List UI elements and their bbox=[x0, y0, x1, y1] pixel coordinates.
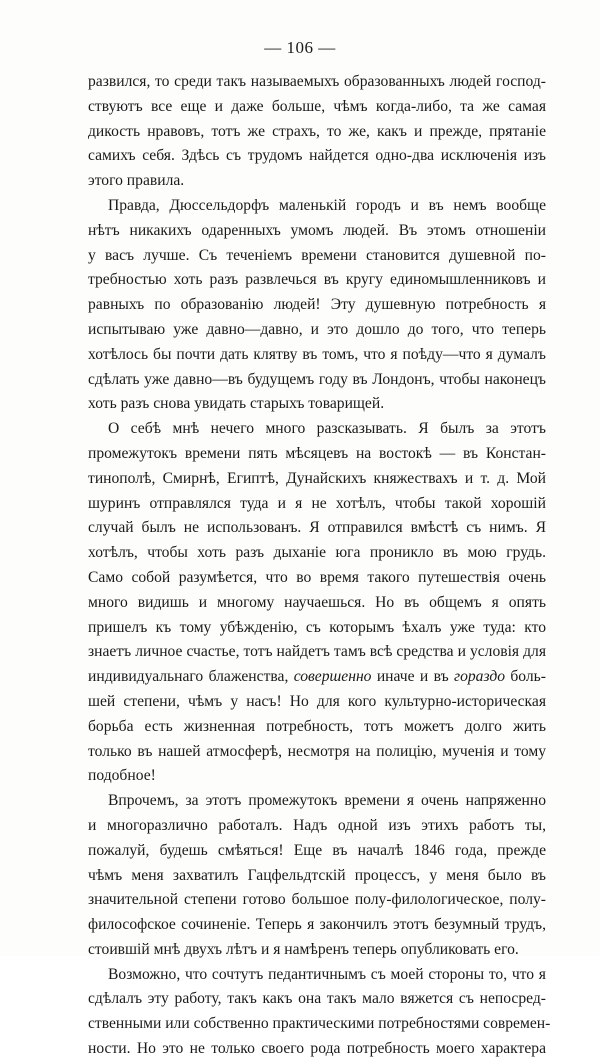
text-line: развился, то среди такъ называемыхъ образованныхъ людей господ- bbox=[88, 73, 546, 90]
text-line: много видишь и многому научаешься. Но въ общемъ я опять bbox=[88, 593, 546, 611]
text-line: у васъ лучше. Съ теченiемъ времени становится душевной по- bbox=[88, 246, 546, 264]
text-line: борьба есть жизненная потребность, тотъ можетъ долго жить bbox=[88, 717, 546, 735]
text-line: философское сочиненiе. Теперь я закончилъ этотъ безумный трудъ, bbox=[88, 916, 546, 934]
paragraph-5 bbox=[88, 963, 551, 1062]
text-line: равныхъ по образованiю людей! Эту душевную потребность я bbox=[88, 296, 546, 314]
page-number: — 106 — bbox=[264, 38, 336, 57]
text-line: только въ нашей атмосферѣ, несмотря на полицiю, мученiя и тому bbox=[88, 742, 546, 760]
emphasized-word: гораздо bbox=[453, 668, 506, 686]
text-line: хоть разъ снова увидать старыхъ товарищей. bbox=[88, 395, 385, 413]
paragraph-4 bbox=[88, 789, 546, 963]
text-line: Впрочемъ, за этотъ промежутокъ времени я очень напряженно bbox=[108, 792, 546, 810]
text-line: О себѣ мнѣ нечего много разсказывать. Я былъ за этотъ bbox=[108, 420, 546, 438]
text-line: хотѣлъ, чтобы хоть разъ дыханiе юга проникло въ мою грудь. bbox=[88, 544, 546, 562]
text-line: нѣтъ никакихъ одаренныхъ умомъ людей. Въ этомъ отношенiи bbox=[88, 221, 546, 239]
text-line: знаетъ личное счастье, тотъ найдетъ тамъ всѣ средства и условiя для bbox=[88, 643, 546, 661]
text-line: Правда, Дюссельдорфъ маленькiй городъ и въ немъ вообще bbox=[108, 196, 546, 214]
text-line: сдѣлать уже давно—въ будущемъ году въ Лондонъ, чтобы наконецъ bbox=[88, 370, 546, 388]
text-line: значительной степени готово большое полу-филологическое, полу- bbox=[88, 891, 546, 909]
text-line: самихъ себя. Здѣсь съ трудомъ найдется одно-два исключенiя изъ bbox=[88, 147, 546, 165]
text-line: пришелъ къ тому убѣжденiю, съ которымъ ѣхалъ уже туда: кто bbox=[88, 618, 546, 636]
text-line: этого правила. bbox=[88, 172, 185, 190]
text-line: шей степени, чѣмъ у насъ! Но для кого культурно-историческая bbox=[88, 692, 546, 710]
text-line: Возможно, что сочтутъ педантичнымъ съ моей стороны то, что я bbox=[108, 965, 546, 983]
text-line: и многоразлично работалъ. Надъ одной изъ этихъ работъ ты, bbox=[88, 816, 546, 834]
text-body bbox=[88, 70, 551, 1062]
text-line: хотѣлось бы почти дать клятву въ томъ, что я поѣду—что я думалъ bbox=[88, 345, 546, 363]
text-line: ствуютъ все еще и даже больше, чѣмъ когда-либо, та же самая bbox=[88, 97, 546, 115]
text-line: требностью хоть разъ развлечься въ кругу единомышленниковъ и bbox=[88, 271, 546, 289]
text-line: ственными или собственно практическими потребностями современ- bbox=[88, 1015, 551, 1033]
text-line: случай былъ не использованъ. Я отправился вмѣстѣ съ нимъ. Я bbox=[88, 519, 546, 537]
text-line-with-italics: индивидуальнаго блаженства, совершенно иначе и въ гораздо боль- bbox=[88, 668, 546, 686]
text-line: ности. Но это не только своего рода потребность моего характера bbox=[88, 1040, 546, 1058]
text-line: дикость нравовъ, тотъ же страхъ, то же, какъ и прежде, прятанie bbox=[88, 122, 546, 140]
emphasized-word: совершенно bbox=[293, 668, 372, 686]
text-line: промежутокъ времени пять мѣсяцевъ на востокѣ — въ Констан- bbox=[88, 444, 546, 462]
paragraph-3 bbox=[88, 417, 546, 789]
paragraph-1 bbox=[88, 70, 546, 194]
text-line: пожалуй, будешь смѣяться! Еще въ началѣ 1846 года, прежде bbox=[88, 841, 546, 859]
text-line: Само собой разумѣется, что во время такого путешествiя очень bbox=[88, 568, 546, 586]
text-line: шуринъ отправлялся туда и я не хотѣлъ, чтобы такой хорошiй bbox=[88, 494, 546, 512]
text-line: испытываю уже давно—давно, и это дошло до того, что теперь bbox=[88, 320, 546, 338]
text-line: сдѣлалъ эту работу, такъ какъ она такъ мало вяжется съ непосред- bbox=[88, 990, 546, 1008]
text-line: тинополѣ, Смирнѣ, Египтѣ, Дунайскихъ княжествахъ и т. д. Мой bbox=[88, 469, 546, 487]
text-line: подобное! bbox=[88, 767, 156, 785]
text-line: чѣмъ меня захватилъ Гацфельдтскiй процессъ, у меня было въ bbox=[88, 866, 546, 884]
paragraph-2 bbox=[88, 194, 546, 417]
text-line: стоившiй мнѣ двухъ лѣтъ и я намѣренъ теперь опубликовать его. bbox=[88, 940, 519, 958]
